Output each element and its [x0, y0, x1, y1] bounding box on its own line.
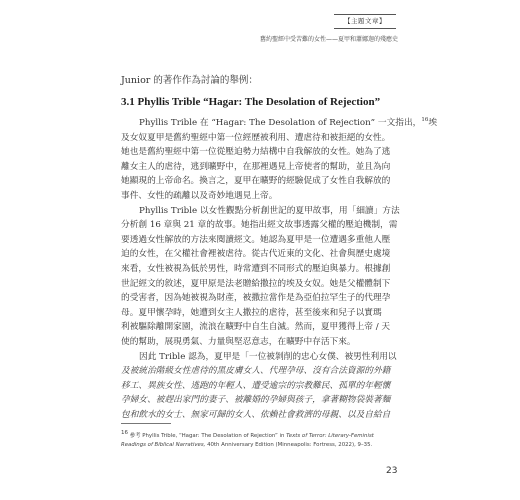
paragraph-line [121, 320, 398, 335]
quote-line: 移工、異族女性、逃跑的年輕人、遭受逾宗的宗教難民、孤單的年輕懷 [121, 380, 391, 391]
footnote-text-plain: 參考 Phyllis Trible, “Hagar: The Desolation of Rejection” in [129, 433, 287, 439]
paragraph-line [121, 306, 398, 321]
paragraph-line [121, 189, 398, 204]
paragraph [121, 204, 398, 350]
intro-line: Junior 的著作作為討論的舉例： [121, 75, 258, 86]
line-text: 埃 [428, 118, 438, 128]
article-body [121, 116, 438, 422]
paragraph-line [121, 350, 398, 365]
quote-line: 及被統治階級女性虐待的黑皮膚女人、代理孕母、沒有合法資源的外籍 [121, 366, 391, 377]
paragraph-line [121, 335, 398, 350]
line-text: 因此 Trible 認為，夏甲是「一位被剝削的忠心女僕、被男性利用以 [139, 351, 397, 362]
line-text: 要透過女性解放的方法來閱讀經文。她認為夏甲是一位遭遇多重他人壓 [121, 234, 391, 245]
line-text: 事件、女性的疏離以及奇妙地遇見上帝。 [121, 190, 278, 201]
line-text: Phyllis Trible 在 “Hagar: The Desolation of Rejection” 一文指出， [139, 118, 422, 128]
paragraph-line [121, 233, 398, 248]
quote-line: 孕婦女、被趕出家門的妻子、被離婚的孕婦與孩子，拿著糊物袋裝著麵 [121, 395, 391, 406]
paragraph-line [121, 218, 398, 233]
paragraph-line [121, 262, 398, 277]
line-text: 利被驅除離開家園，流浪在曠野中自生自滅。然而，夏甲獲得上帝 / 天 [121, 322, 391, 333]
paragraph [121, 116, 438, 204]
paragraph-line [121, 160, 398, 175]
line-text: 的受害者，因為她被視為財產，被撒拉當作是為亞伯拉罕生子的代理孕 [121, 293, 391, 304]
line-text: 使的幫助，展現勇氣、力量與堅忍意志，在曠野中存活下來。 [121, 336, 356, 347]
line-text: 來看，女性被視為低於男性，時常遭到不同形式的壓迫與暴力。根據創 [121, 263, 391, 274]
section-tag: 【主題文章】 [334, 14, 396, 29]
line-text: 分析創 16 章與 21 章的故事。她指出經文故事透露父權的壓迫機制，需 [121, 220, 398, 231]
line-text: 迫的女性，在父權社會裡被虐待。從古代近東的文化、社會與歷史處境 [121, 249, 391, 260]
footnote-book-title-1: Texts of Terror: Literary-Feminist [286, 433, 374, 439]
footnote-book-title-2: Readings of Biblical Narratives, [121, 442, 206, 448]
section-heading: 3.1 Phyllis Trible “Hagar: The Desolation of Rejection” [121, 96, 381, 108]
line-text: 她也是舊約聖經中第一位從壓迫勢力結構中自我解放的女性。她為了逃 [121, 147, 391, 158]
line-text: 世記經文的敘述，夏甲原是法老贈給撒拉的埃及女奴。她是父權體制下 [121, 278, 391, 289]
footnote-divider [121, 423, 171, 424]
footnote [121, 432, 401, 450]
line-text: 及女奴夏甲是舊約聖經中第一位經歷被利用、遭虐待和被拒絕的女性。 [121, 132, 391, 143]
line-text: 她顯現的上帝命名。換言之，夏甲在曠野的經驗促成了女性自我解放的 [121, 176, 391, 187]
footnote-ref: 16 [421, 117, 429, 124]
paragraph-line [121, 174, 398, 189]
footnote-text-tail: 40th Anniversary Edition (Minneapolis: Fortress, 2022), 9–35. [205, 442, 373, 448]
paragraph [121, 350, 398, 423]
page-number: 23 [386, 466, 398, 476]
paragraph-line [121, 116, 438, 131]
line-text: 離女主人的虐待，逃到曠野中，在那裡遇見上帝使者的幫助，並且為向 [121, 161, 391, 172]
quote-line: 包和飲水的女士、無家可歸的女人、依賴社會救濟的母親、以及自給自 [121, 409, 391, 420]
paragraph-line [121, 291, 398, 306]
paragraph-line [121, 131, 398, 146]
footnote-number: 16 [121, 430, 128, 437]
paragraph-line [121, 247, 398, 262]
line-text: Phyllis Trible 以女性觀點分析創世記的夏甲故事，用「細讀」方法 [139, 205, 400, 216]
paragraph-line [121, 204, 398, 219]
paragraph-line [121, 145, 398, 160]
line-text: 母。夏甲懷孕時，她遭到女主人撒拉的虐待，甚至後來和兒子以實瑪 [121, 307, 382, 318]
paragraph-line [121, 277, 398, 292]
running-title: 舊約聖經中受苦難的女性——夏甲和蕭娜迦的殘應史 [259, 36, 398, 43]
